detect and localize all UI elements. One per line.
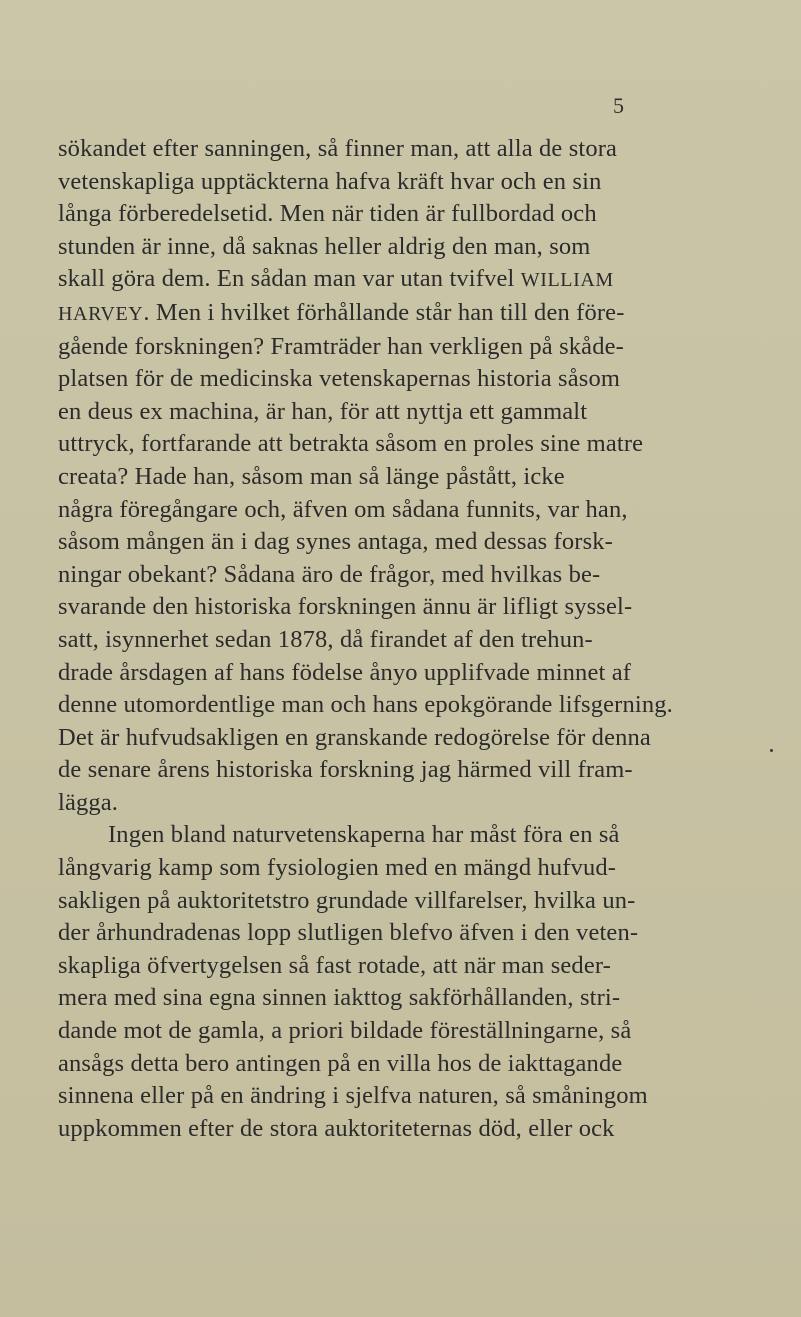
text-line: skapliga öfvertygelsen så fast rotade, att när man seder- — [58, 951, 611, 979]
text-line: vetenskapliga upptäckterna hafva kräft hvar och en sin — [58, 167, 602, 195]
text-line: ningar obekant? Sådana äro de frågor, med hvilkas be- — [58, 560, 601, 588]
text-line: långa förberedelsetid. Men när tiden är fullbordad och — [58, 200, 597, 228]
text-line: en deus ex machina, är han, för att nyttja ett gammalt — [58, 397, 588, 425]
text-line: denne utomordentlige man och hans epokgörande lifsgerning. — [58, 691, 673, 719]
text-line: sökandet efter sanningen, så finner man, att alla de stora — [58, 135, 618, 162]
text-line: der århundradenas lopp slutligen blefvo äfven i den veten- — [58, 919, 639, 947]
text-line: några föregångare och, äfven om sådana funnits, var han, — [58, 495, 628, 523]
text-line: långvarig kamp som fysiologien med en mängd hufvud- — [58, 854, 617, 882]
text-line — [58, 263, 698, 297]
text-line: sinnena eller på en ändring i sjelfva naturen, så småningom — [58, 1082, 648, 1110]
text-line: dande mot de gamla, a priori bildade föreställningarne, så — [58, 1017, 632, 1045]
text-line: uppkommen efter de stora auktoriteternas död, eller ock — [58, 1114, 615, 1142]
paragraph-start-line: Ingen bland naturvetenskaperna har måst föra en så — [108, 821, 620, 849]
text-line-start: skall göra dem. En sådan man var utan tvifvel — [58, 265, 521, 293]
text-line-rest: . Men i hvilket förhållande står han till den före- — [143, 298, 625, 326]
text-line: stunden är inne, då saknas heller aldrig den man, som — [58, 232, 591, 260]
text-line: platsen för de medicinska vetenskapernas historia såsom — [58, 365, 621, 393]
text-line: mera med sina egna sinnen iakttog sakförhållanden, stri- — [58, 984, 621, 1012]
text-line: de senare årens historiska forskning jag härmed vill fram- — [58, 756, 633, 784]
text-line: Det är hufvudsakligen en granskande redogörelse för denna — [58, 723, 651, 751]
page-number: 5 — [613, 93, 624, 118]
text-line: gående forskningen? Framträder han verkligen på skåde- — [58, 332, 624, 360]
text-line: svarande den historiska forskningen ännu är lifligt syssel- — [58, 593, 633, 621]
text-line: drade årsdagen af hans födelse ånyo upplifvade minnet af — [58, 658, 632, 686]
text-line: lägga. — [58, 788, 119, 816]
text-line: såsom mången än i dag synes antaga, med dessas forsk- — [58, 528, 613, 556]
author-name-last: HARVEY — [58, 302, 144, 325]
author-name-first: WILLIAM — [520, 269, 614, 292]
ink-speck — [770, 749, 773, 752]
text-line: sakligen på auktoritetstro grundade villfarelser, hvilka un- — [58, 886, 636, 914]
body-text — [58, 133, 698, 1145]
text-line: uttryck, fortfarande att betrakta såsom en proles sine matre — [58, 430, 644, 458]
text-line: satt, isynnerhet sedan 1878, då firandet af den trehun- — [58, 625, 593, 653]
text-line — [58, 297, 698, 331]
text-line: creata? Hade han, såsom man så länge påstått, icke — [58, 462, 565, 490]
text-line: ansågs detta bero antingen på en villa hos de iakttagande — [58, 1049, 623, 1077]
